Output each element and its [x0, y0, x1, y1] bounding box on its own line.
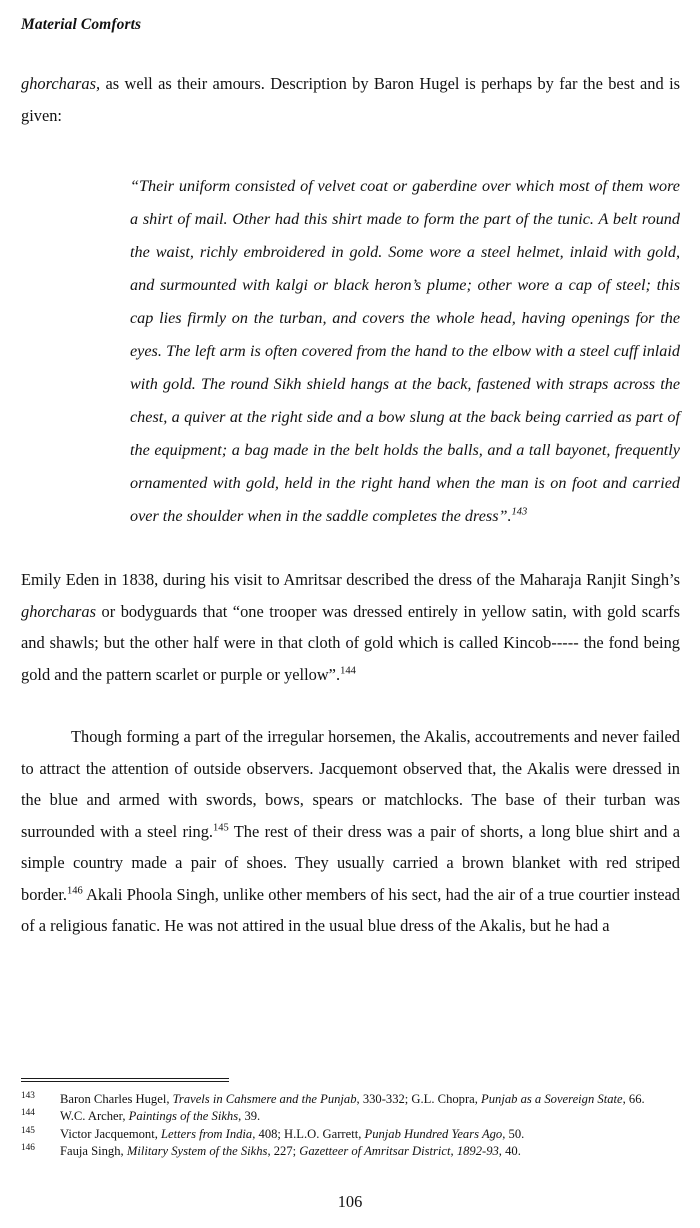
footnote-text-run: W.C. Archer, [60, 1109, 129, 1124]
footnote-number: 144 [21, 1108, 35, 1119]
body-column [21, 68, 680, 942]
footnote-number: 143 [21, 1090, 35, 1101]
footnote-text-run: , 330-332; G.L. Chopra, [356, 1091, 482, 1106]
page-number: 106 [337, 1192, 363, 1211]
footnote-text-run: , 40. [498, 1144, 521, 1159]
footnote-text [60, 1109, 260, 1123]
footnote-title-italic: Punjab as a Sovereign State [481, 1091, 623, 1106]
footnote-title-italic: Letters from India [161, 1126, 253, 1141]
footnote-text-run: , 227; [267, 1144, 300, 1159]
footnote-title-italic: Military System of the Sikhs [126, 1144, 268, 1159]
footnote-item [21, 1091, 681, 1108]
running-head: Material Comforts [21, 16, 142, 33]
footnote-text [60, 1092, 645, 1106]
footnote-text [60, 1144, 521, 1158]
footnote-title-italic: Gazetteer of Amritsar District, 1892-93 [299, 1144, 499, 1159]
paragraph-emily-eden-seg2: or bodyguards that “one trooper was dressed entirely in yellow satin, with gold scarfs and shawls; but the other half were in that cloth of gold which is called Kincob----- the fond being gold and the pattern scarlet or purple or yellow”. [21, 601, 680, 684]
footnote-text-run: , 39. [238, 1109, 261, 1124]
footnote-ref-145[interactable]: 145 [212, 822, 229, 834]
footnote-number: 146 [21, 1143, 35, 1154]
footnote-text-run: Baron Charles Hugel, [60, 1091, 173, 1106]
paragraph-continuation [21, 68, 680, 131]
paragraph-emily-eden-seg1: Emily Eden in 1838, during his visit to Amritsar described the dress of the Maharaja Ranjit Singh’s [21, 570, 680, 589]
footnote-number: 145 [21, 1125, 35, 1136]
footnote-item [21, 1143, 681, 1160]
paragraph-akalis [21, 721, 680, 942]
footnote-area [21, 1078, 681, 1161]
footnote-text [60, 1127, 524, 1141]
footnote-ref-146[interactable]: 146 [66, 885, 83, 897]
italic-term-ghorcharas: ghorcharas, [21, 74, 101, 93]
paragraph-emily-eden [21, 564, 680, 690]
footnote-text-run: , 408; H.L.O. Garrett, [252, 1126, 365, 1141]
footnote-text-run: Victor Jacquemont, [60, 1126, 162, 1141]
footnote-item [21, 1108, 681, 1125]
footnote-item [21, 1126, 681, 1143]
paragraph-continuation-text: as well as their amours. Description by Baron Hugel is perhaps by far the best and is given: [21, 74, 680, 125]
footnote-separator-rule [21, 1078, 229, 1082]
footnote-text-run: , 50. [502, 1126, 525, 1141]
footnote-text-run: Fauja Singh, [60, 1144, 127, 1159]
block-quote [130, 170, 680, 533]
footnote-ref-144[interactable]: 144 [340, 665, 356, 677]
footnote-text-run: , 66. [622, 1091, 645, 1106]
footnote-list [21, 1091, 681, 1160]
footnote-ref-143[interactable]: 143 [511, 506, 528, 518]
italic-term-ghorcharas-2: ghorcharas [21, 601, 96, 621]
footnote-title-italic: Paintings of the Sikhs [128, 1109, 239, 1124]
paragraph-akalis-seg1: Though forming a part of the irregular horsemen, the Akalis, accoutrements and never failed to attract the attention of outside observers. Jacquemont observed that, the Akalis were dressed in the blue and armed with swords, bows, spears or matchlocks. The base of their turban was surrounded with a steel ring. [21, 727, 680, 841]
footnote-title-italic: Travels in Cahsmere and the Punjab [172, 1091, 357, 1106]
paragraph-akalis-seg3: Akali Phoola Singh, unlike other members of his sect, had the air of a true courtier instead of a religious fanatic. He was not attired in the usual blue dress of the Akalis, but he had a [21, 884, 680, 935]
block-quote-text: “Their uniform consisted of velvet coat or gaberdine over which most of them wore a shirt of mail. Other had this shirt made to form the part of the tunic. A belt round the waist, richly embroidered in gold. Some wore a steel helmet, inlaid with gold, and surmounted with kalgi or black heron’s plume; other wore a cap of steel; this cap lies firmly on the turban, and covers the whole head, having openings for the eyes. The left arm is often covered from the hand to the elbow with a steel cuff inlaid with gold. The round Sikh shield hangs at the back, fastened with straps across the chest, a quiver at the right side and a bow slung at the back being carried as part of the equipment; a bag made in the belt holds the balls, and a tall bayonet, frequently ornamented with gold, held in the right hand when the man is on foot and carried over the shoulder when in the saddle completes the dress”. [130, 177, 680, 525]
footnote-title-italic: Punjab Hundred Years Ago [364, 1126, 503, 1141]
paragraph-akalis-seg2: The rest of their dress was a pair of shorts, a long blue shirt and a simple country made a pair of shoes. They usually carried a brown blanket with red striped border. [21, 821, 680, 904]
